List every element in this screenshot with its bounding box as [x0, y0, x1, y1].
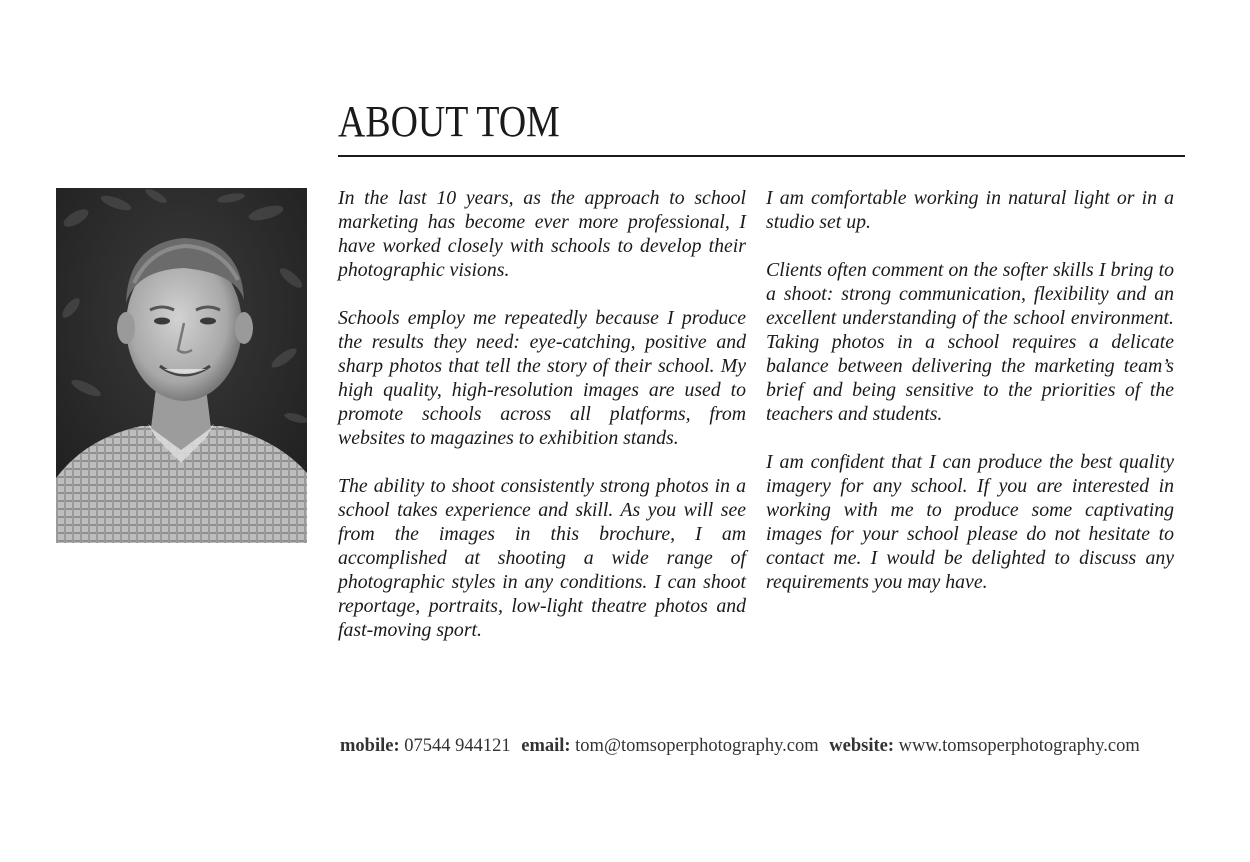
mobile-number[interactable]: 07544 944121 [404, 736, 511, 756]
website-link[interactable]: www.tomsoperphotography.com [898, 736, 1140, 756]
email-address[interactable]: tom@tomsoperphotography.com [575, 736, 819, 756]
paragraph: Clients often comment on the softer skills I bring to a shoot: strong communication, flexibility and an excellent understanding of the school environment. Taking photos in a school requires a delicate balance between delivering the marketing team’s brief and being sensitive to the priorities of the teachers and students. [766, 259, 1174, 425]
website-label: website: [829, 736, 894, 756]
email-label: email: [521, 736, 571, 756]
paragraph: Schools employ me repeatedly because I produce the results they need: eye-catching, positive and sharp photos that tell the story of their school. My high quality, high-resolution images are used to promote schools across all platforms, from websites to magazines to exhibition stands. [338, 307, 746, 449]
text-column-right [766, 186, 1174, 618]
contact-footer [340, 736, 1185, 757]
title-divider [338, 155, 1185, 157]
paragraph: In the last 10 years, as the approach to school marketing has become ever more professional, I have worked closely with schools to develop their photographic visions. [338, 187, 746, 281]
paragraph: The ability to shoot consistently strong photos in a school takes experience and skill. As you will see from the images in this brochure, I am accomplished at shooting a wide range of photographic styles in any conditions. I can shoot reportage, portraits, low-light theatre photos and fast-moving sport. [338, 475, 746, 641]
page-title: ABOUT TOM [338, 97, 560, 146]
portrait-photo [56, 188, 307, 543]
text-column-left [338, 186, 746, 666]
paragraph: I am comfortable working in natural light or in a studio set up. [766, 187, 1174, 233]
paragraph: I am confident that I can produce the best quality imagery for any school. If you are interested in working with me to produce some captivating images for your school please do not hesitate to contact me. I would be delighted to discuss any requirements you may have. [766, 451, 1174, 593]
mobile-label: mobile: [340, 736, 400, 756]
